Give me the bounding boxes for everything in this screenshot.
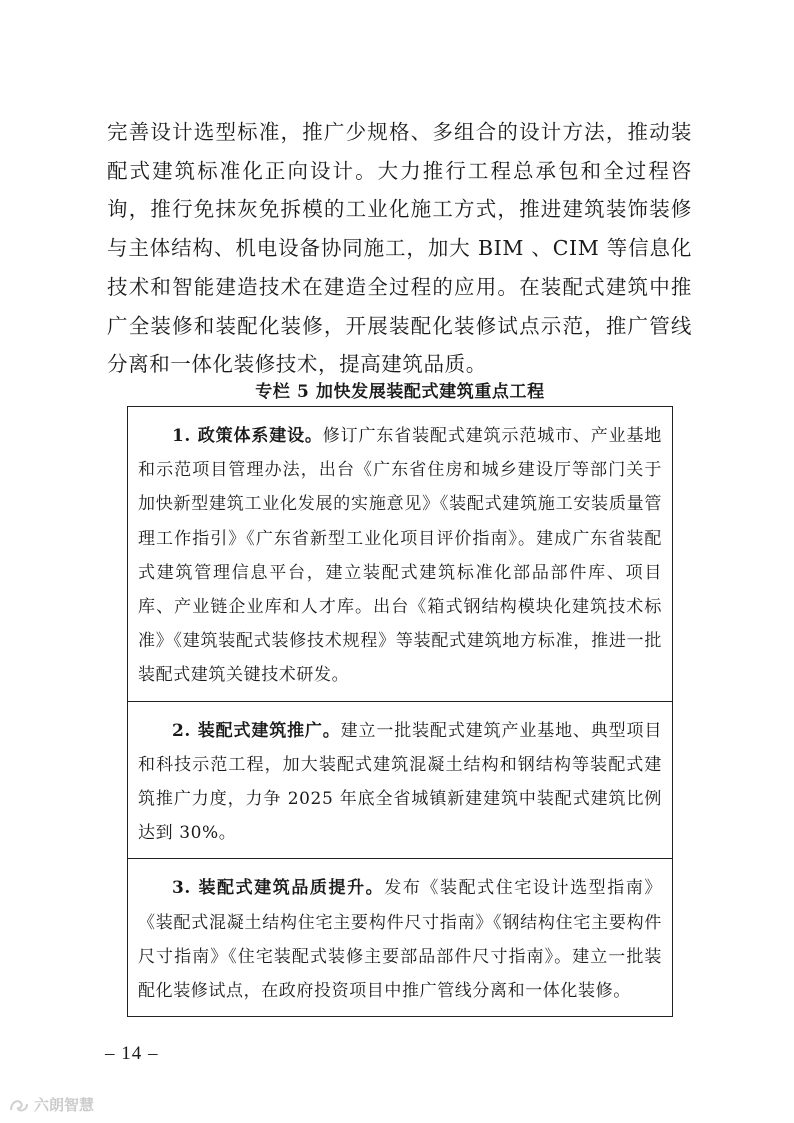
box-item-text: 修订广东省装配式建筑示范城市、产业基地和示范项目管理办法，出台《广东省住房和城乡建设厅等部门关于加快新型建筑工业化发展的实施意见》《装配式建筑施工安装质量管理工作指引》《广东省新型工业化项目评价指南》。建成广东省装配式建筑管理信息平台，建立装配式建筑标准化部品部件库、项目库、产业链企业库和人才库。出台《箱式钢结构模块化建筑技术标准》《建筑装配式装修技术规程》等装配式建筑地方标准，推进一批装配式建筑关键技术研发。 (138, 426, 662, 686)
box-item-lead: 3. 装配式建筑品质提升。 (172, 878, 385, 899)
box-item-promotion (128, 701, 672, 859)
box-item-lead: 1. 政策体系建设。 (172, 426, 323, 446)
page-number: – 14 – (105, 1043, 159, 1064)
watermark (8, 1094, 94, 1115)
project-box (127, 406, 673, 1017)
box-item-text: 发布《装配式住宅设计选型指南》《装配式混凝土结构住宅主要构件尺寸指南》《钢结构住宅主要构件尺寸指南》《住宅装配式装修主要部品部件尺寸指南》。建立一批装配化装修试点，在政府投资项目中推广管线分离和一体化装修。 (138, 878, 663, 1002)
watermark-logo-icon (8, 1096, 30, 1114)
box-item-lead: 2. 装配式建筑推广。 (172, 720, 341, 741)
watermark-text: 六朗智慧 (34, 1096, 95, 1114)
box-item-text: 建立一批装配式建筑产业基地、典型项目和科技示范工程，加大装配式建筑混凝土结构和钢结构等装配式建筑推广力度，力争 2025 年底全省城镇新建建筑中装配式建筑比例达到 30%。 (138, 720, 662, 844)
intro-paragraph: 完善设计选型标准，推广少规格、多组合的设计方法，推动装配式建筑标准化正向设计。大力推行工程总承包和全过程咨询，推行免抹灰免拆模的工业化施工方式，推进建筑装饰装修与主体结构、机电设备协同施工，加大 BIM 、CIM 等信息化技术和智能建造技术在建造全过程的应用。在装配式建筑中推广全装修和装配化装修，开展装配化装修试点示范，推广管线分离和一体化装修技术，提高建筑品质。 (107, 120, 692, 377)
box-title: 专栏 5 加快发展装配式建筑重点工程 (255, 382, 545, 402)
box-item-policy (128, 407, 672, 701)
box-item-quality (128, 858, 672, 1016)
